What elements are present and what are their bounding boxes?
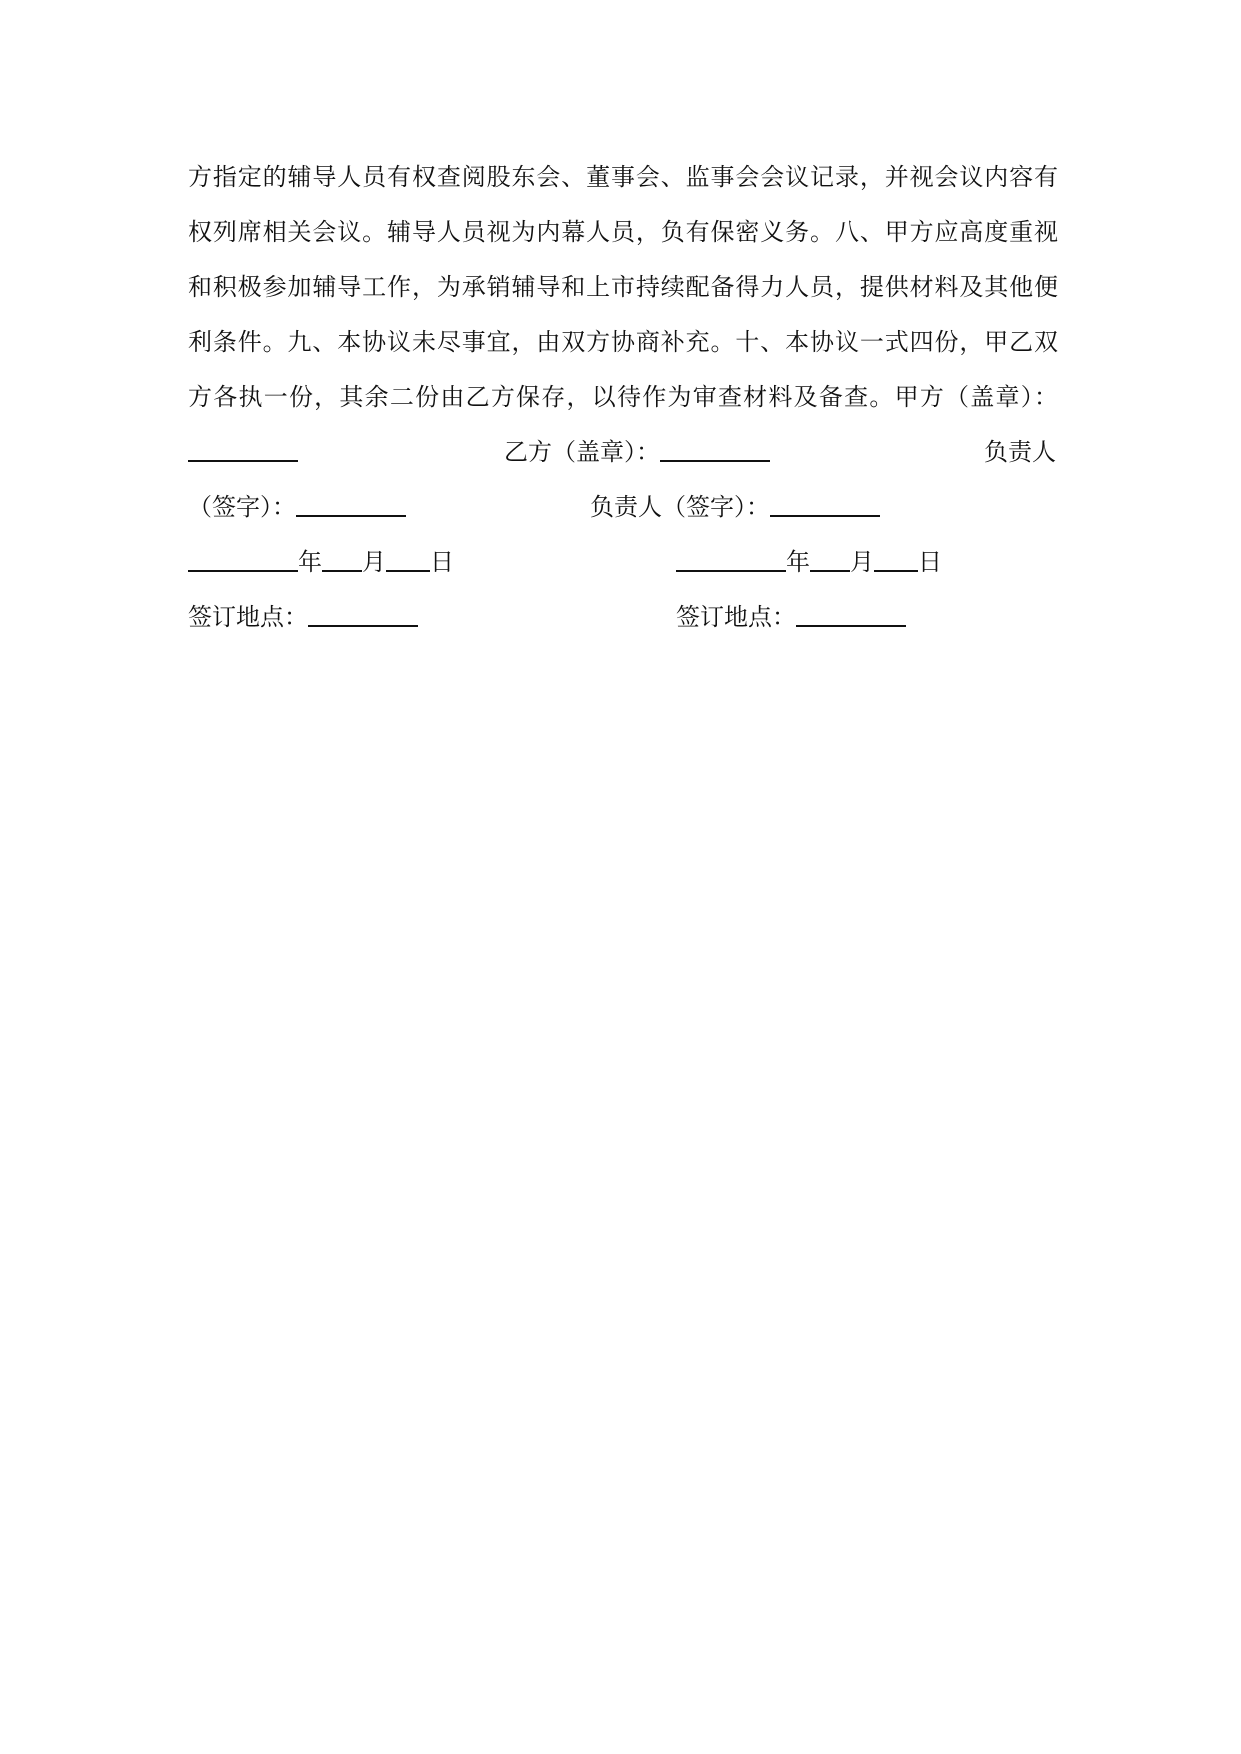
blank-line	[660, 440, 770, 462]
paragraph-line-text: 和积极参加辅导工作，为承销辅导和上市持续配备得力人员，提供材料及其他便	[188, 273, 1058, 301]
party-a-responsible	[984, 425, 1056, 480]
month-label: 月	[850, 548, 874, 576]
blank-line	[188, 550, 298, 572]
paragraph-line-text: 方各执一份，其余二份由乙方保存，以待作为审查材料及备查。甲方（盖章）：	[188, 383, 1058, 411]
place-label: 签订地点：	[676, 603, 796, 631]
party-a-seal-blank	[188, 425, 298, 480]
paragraph-line-text: 方指定的辅导人员有权查阅股东会、董事会、监事会会议记录，并视会议内容有	[188, 163, 1058, 191]
party-a-place	[188, 590, 418, 645]
month-label: 月	[362, 548, 386, 576]
blank-line	[386, 550, 430, 572]
party-b-date	[676, 535, 942, 590]
year-label: 年	[298, 548, 322, 576]
place-label: 签订地点：	[188, 603, 308, 631]
party-b-place	[676, 590, 906, 645]
day-label: 日	[430, 548, 454, 576]
paragraph-line	[188, 315, 1058, 370]
paragraph-line	[188, 205, 1058, 260]
year-label: 年	[786, 548, 810, 576]
blank-line	[308, 605, 418, 627]
paragraph-line	[188, 150, 1058, 205]
party-b-seal	[504, 425, 770, 480]
party-b-signature	[590, 480, 880, 535]
blank-line	[296, 495, 406, 517]
blank-line	[770, 495, 880, 517]
blank-line	[810, 550, 850, 572]
paragraph-line	[188, 260, 1058, 315]
day-label: 日	[918, 548, 942, 576]
sign-label: （签字）：	[188, 493, 296, 521]
paragraph-line-text: 利条件。九、本协议未尽事宜，由双方协商补充。十、本协议一式四份，甲乙双	[188, 328, 1058, 356]
paragraph-line-text: 权列席相关会议。辅导人员视为内幕人员，负有保密义务。八、甲方应高度重视	[188, 218, 1058, 246]
blank-line	[188, 440, 298, 462]
party-a-date	[188, 535, 454, 590]
blank-line	[676, 550, 786, 572]
party-b-responsible-label: 负责人（签字）：	[590, 493, 770, 521]
responsible-label: 负责人	[984, 438, 1056, 466]
contract-paragraph	[188, 150, 1058, 425]
paragraph-line	[188, 370, 1058, 425]
blank-line	[874, 550, 918, 572]
party-a-signature	[188, 480, 406, 535]
blank-line	[796, 605, 906, 627]
blank-line	[322, 550, 362, 572]
party-b-seal-label: 乙方（盖章）：	[504, 438, 660, 466]
